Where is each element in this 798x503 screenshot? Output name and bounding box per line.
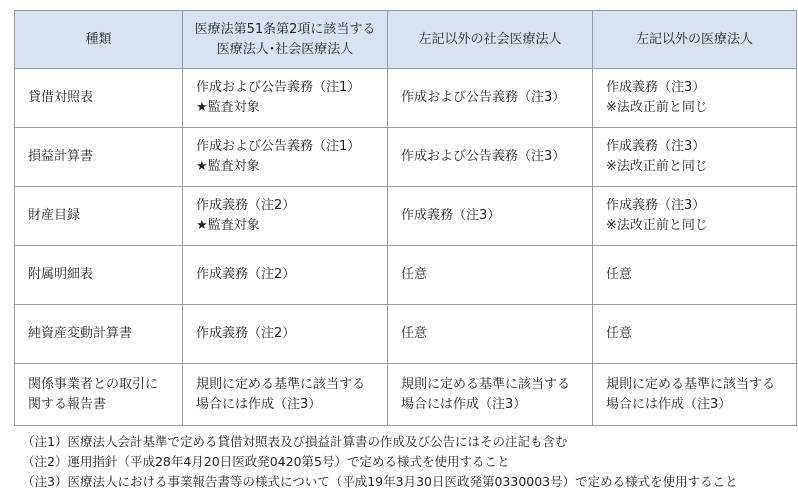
footnote-3: （注3）医療法人における事業報告書等の様式について（平成19年3月30日医政発第0330003号）で定める様式を使用すること — [22, 474, 738, 489]
table-header-row — [15, 11, 797, 69]
cell-line: ★監査対象 — [196, 218, 260, 233]
row-col2-cell — [388, 246, 593, 305]
cell-line: 関係事業者との取引に — [28, 376, 159, 392]
cell-line: ※法改正前と同じ — [606, 218, 708, 233]
row-type-cell — [15, 246, 183, 305]
cell-line: 規則に定める基準に該当する — [606, 376, 776, 392]
table-row — [15, 69, 797, 128]
header-line: 左記以外の医療法人 — [635, 31, 753, 47]
row-col3-cell — [593, 69, 797, 128]
row-col3-cell — [593, 364, 797, 426]
row-type-cell — [15, 187, 183, 246]
cell-line: 作成および公告義務（注3） — [401, 90, 566, 105]
cell-line: 場合には作成（注3） — [401, 396, 527, 412]
row-col2-cell — [388, 187, 593, 246]
cell-line: 貸借対照表 — [28, 90, 94, 105]
cell-line: 作成および公告義務（注1） — [196, 80, 361, 95]
row-col3-cell — [593, 305, 797, 364]
row-col2-cell — [388, 305, 593, 364]
header-other-social-medical-corporations — [388, 11, 593, 69]
cell-line: 作成義務（注3） — [606, 198, 706, 213]
cell-line: 関する報告書 — [28, 396, 107, 412]
cell-line: 作成義務（注3） — [606, 139, 706, 154]
cell-line: 作成義務（注2） — [196, 267, 296, 282]
financial-statements-table — [14, 10, 797, 426]
cell-line: 作成および公告義務（注1） — [196, 139, 361, 154]
cell-line: 作成義務（注2） — [196, 198, 296, 213]
row-col1-cell — [183, 364, 388, 426]
header-other-medical-corporations — [593, 11, 797, 69]
row-col1-cell — [183, 69, 388, 128]
row-type-cell — [15, 69, 183, 128]
cell-line: 任意 — [606, 267, 633, 282]
header-line: 医療法人･社会医療法人 — [216, 41, 354, 57]
cell-line: 場合には作成（注3） — [606, 396, 732, 412]
cell-line: 規則に定める基準に該当する — [196, 376, 366, 392]
cell-line: 場合には作成（注3） — [196, 396, 322, 412]
cell-line: 任意 — [401, 267, 428, 282]
table-row — [15, 305, 797, 364]
cell-line: 純資産変動計算書 — [28, 326, 133, 341]
table-row — [15, 187, 797, 246]
row-col2-cell — [388, 128, 593, 187]
cell-line: ※法改正前と同じ — [606, 100, 708, 115]
footnote-2: （注2）運用指針（平成28年4月20日医政発0420第5号）で定める様式を使用すること — [22, 454, 510, 469]
row-col1-cell — [183, 187, 388, 246]
table-row — [15, 128, 797, 187]
table-row — [15, 364, 797, 426]
cell-line: 作成義務（注2） — [196, 326, 296, 341]
row-type-cell — [15, 305, 183, 364]
row-col1-cell — [183, 305, 388, 364]
header-line: 種類 — [85, 31, 112, 47]
row-col1-cell — [183, 246, 388, 305]
row-type-cell — [15, 364, 183, 426]
row-col3-cell — [593, 187, 797, 246]
cell-line: 作成義務（注3） — [606, 80, 706, 95]
cell-line: 規則に定める基準に該当する — [401, 376, 571, 392]
row-col3-cell — [593, 246, 797, 305]
footnotes — [22, 432, 738, 492]
cell-line: 損益計算書 — [28, 149, 94, 164]
header-type — [15, 11, 183, 69]
header-article51-corporations — [183, 11, 388, 69]
row-col2-cell — [388, 364, 593, 426]
cell-line: ★監査対象 — [196, 159, 260, 174]
cell-line: 任意 — [606, 326, 633, 341]
row-col2-cell — [388, 69, 593, 128]
row-col1-cell — [183, 128, 388, 187]
cell-line: 任意 — [401, 326, 428, 341]
header-line: 左記以外の社会医療法人 — [418, 31, 562, 47]
row-col3-cell — [593, 128, 797, 187]
cell-line: ※法改正前と同じ — [606, 159, 708, 174]
cell-line: 作成義務（注3） — [401, 208, 501, 223]
table-row — [15, 246, 797, 305]
cell-line: 財産目録 — [28, 208, 81, 223]
row-type-cell — [15, 128, 183, 187]
footnote-1: （注1）医療法人会計基準で定める貸借対照表及び損益計算書の作成及び公告にはその注記も含む — [22, 434, 568, 449]
header-line: 医療法第51条第2項に該当する — [194, 21, 376, 37]
cell-line: 作成および公告義務（注3） — [401, 149, 566, 164]
cell-line: 附属明細表 — [28, 267, 94, 282]
cell-line: ★監査対象 — [196, 100, 260, 115]
